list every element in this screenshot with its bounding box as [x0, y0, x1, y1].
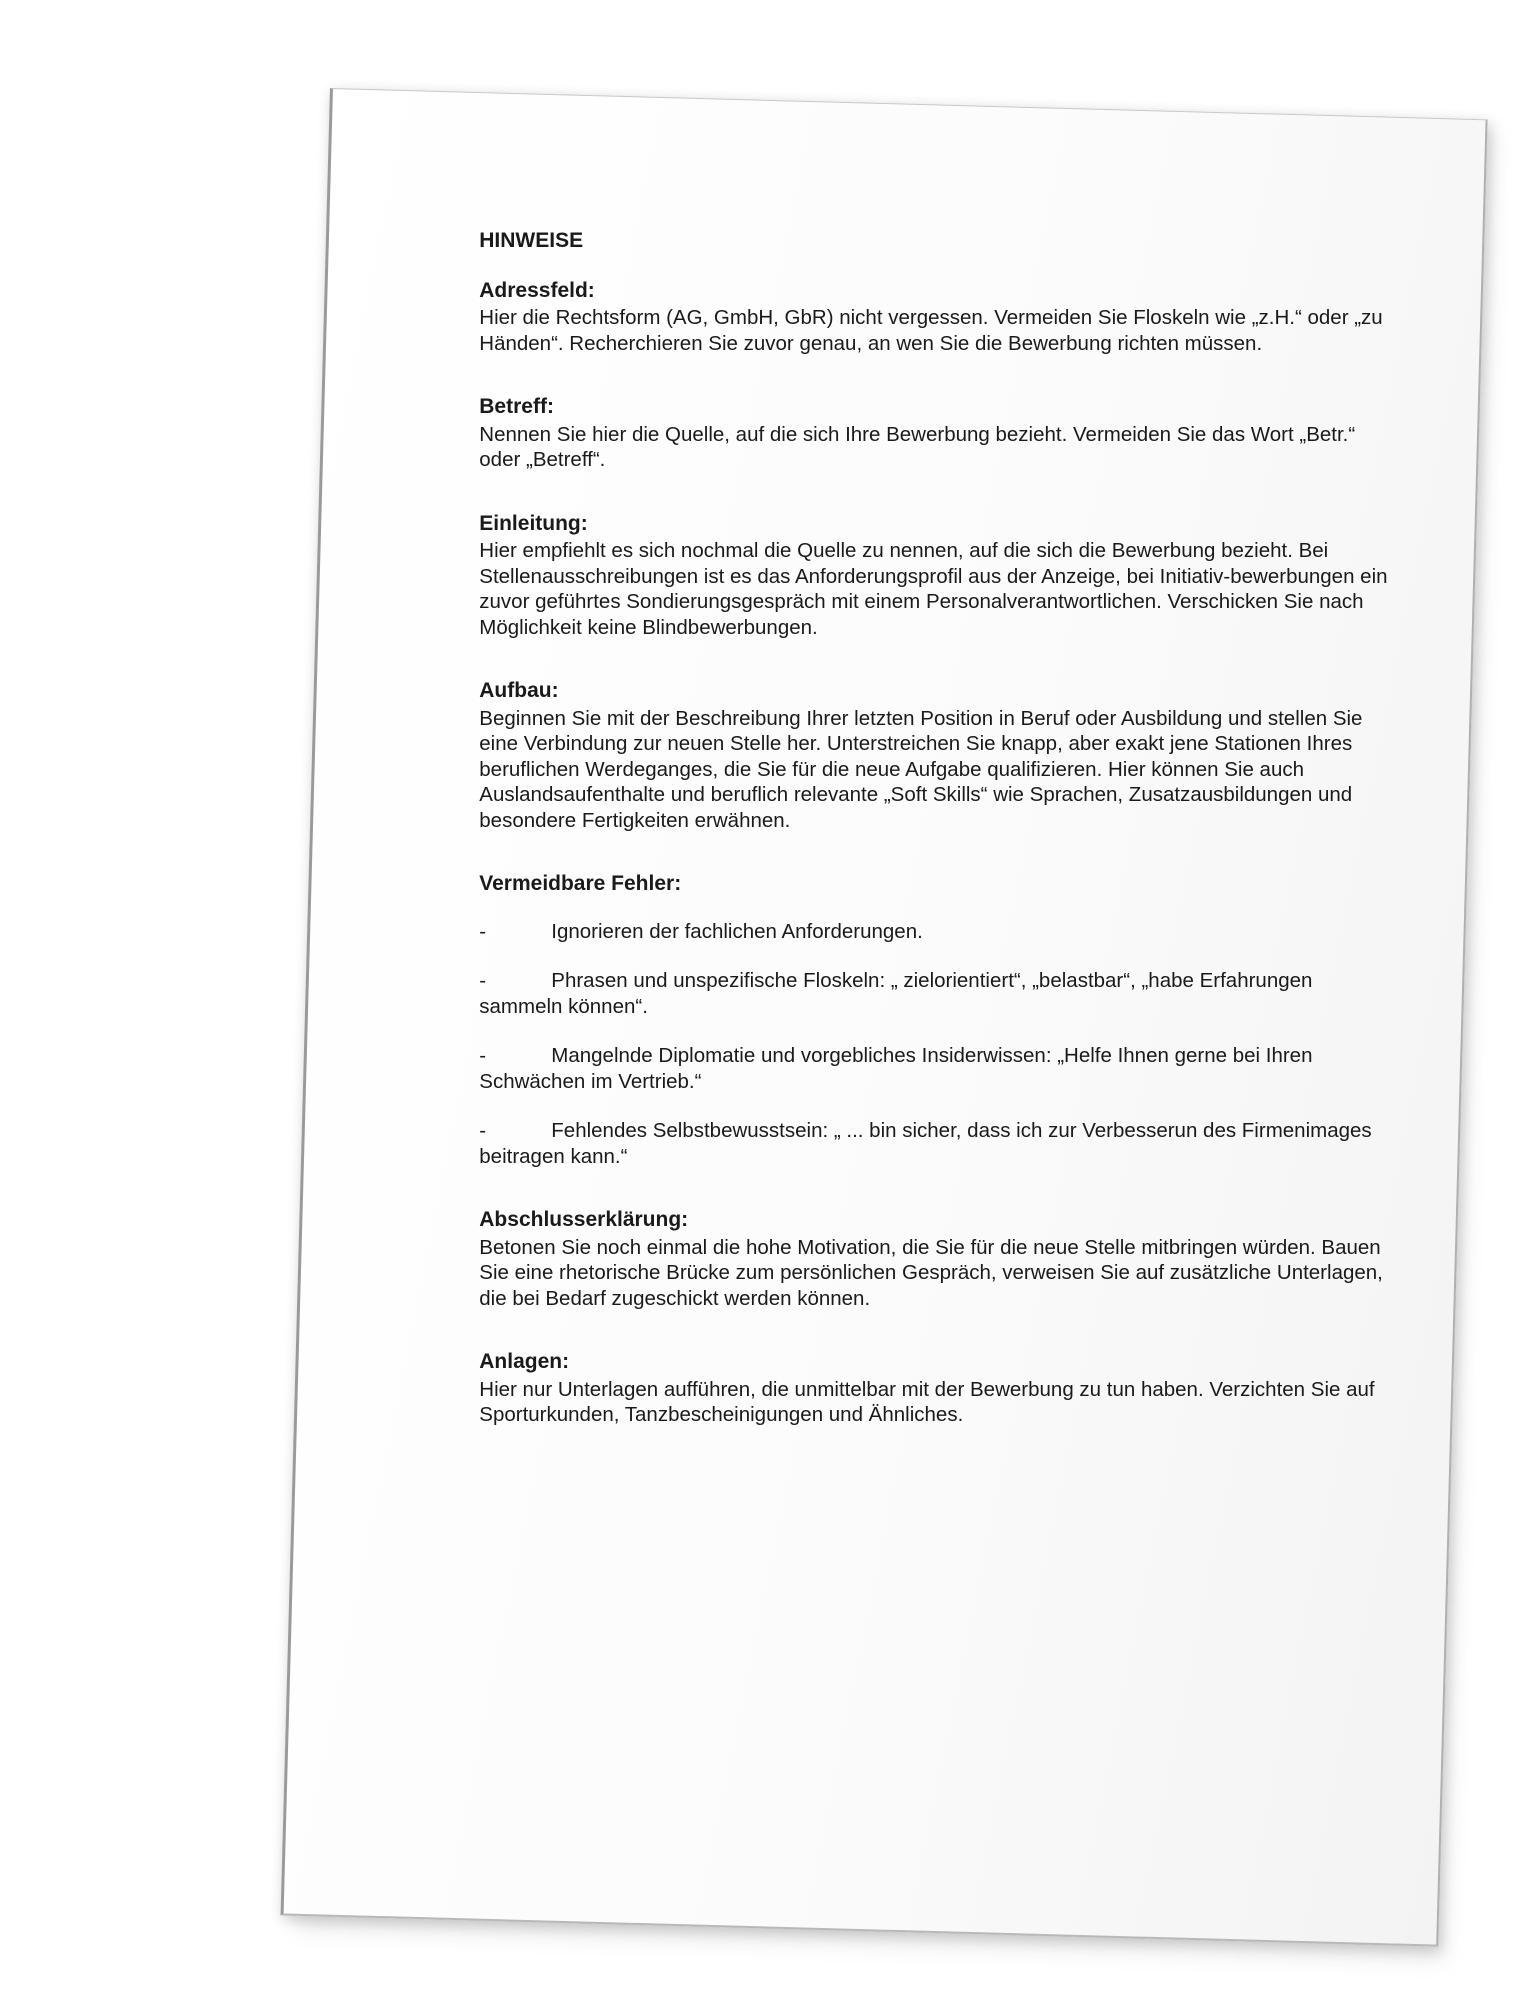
- list-item-text: Phrasen und unspezifische Floskeln: „ zielorientiert“, „belastbar“, „habe Erfahrungen sammeln können“.: [479, 969, 1313, 1018]
- section-anlagen: [479, 1349, 1394, 1428]
- section-text: Hier die Rechtsform (AG, GmbH, GbR) nicht vergessen. Vermeiden Sie Floskeln wie „z.H.“ oder „zu Händen“. Recherchieren Sie zuvor genau, an wen Sie die Bewerbung richten müssen.: [479, 306, 1383, 355]
- page-title: HINWEISE: [479, 229, 584, 253]
- section-heading: Anlagen:: [479, 1350, 570, 1374]
- section-text: Nennen Sie hier die Quelle, auf die sich Ihre Bewerbung bezieht. Vermeiden Sie das Wort „Betr.“ oder „Betreff“.: [479, 422, 1356, 472]
- section-aufbau: [479, 678, 1394, 833]
- section-heading: Adressfeld:: [479, 278, 595, 302]
- list-item: [479, 1043, 1394, 1094]
- section-text: Hier nur Unterlagen aufführen, die unmittelbar mit der Bewerbung zu tun haben. Verzichten Sie auf Sporturkunden, Tanzbescheinigungen und Ähnliches.: [479, 1377, 1375, 1427]
- section-heading: Einleitung:: [479, 511, 588, 535]
- list-item-text: Fehlendes Selbstbewusstsein: „ ... bin sicher, dass ich zur Verbesserun des Firmenimages beitragen kann.“: [479, 1119, 1372, 1168]
- section-heading: Aufbau:: [479, 679, 559, 703]
- list-dash: -: [479, 1119, 487, 1143]
- document-page: [281, 88, 1488, 1947]
- section-heading: Abschlusserklärung:: [479, 1208, 689, 1232]
- section-heading: Betreff:: [479, 395, 554, 419]
- list-dash: -: [479, 969, 487, 993]
- list-dash: -: [479, 919, 487, 943]
- section-text: Betonen Sie noch einmal die hohe Motivation, die Sie für die neue Stelle mitbringen würden. Bauen Sie eine rhetorische Brücke zum persönlichen Gespräch, verweisen Sie auf zusätzliche Unterlagen, die bei Bedarf zugeschickt werden können.: [479, 1235, 1383, 1310]
- section-fehler: [479, 871, 1394, 1169]
- page-content: [479, 228, 1394, 1466]
- list-item: [479, 968, 1394, 1019]
- list-item-text: Mangelnde Diplomatie und vorgebliches Insiderwissen: „Helfe Ihnen gerne bei Ihren Schwächen im Vertrieb.“: [479, 1044, 1313, 1093]
- section-text: Beginnen Sie mit der Beschreibung Ihrer letzten Position in Beruf oder Ausbildung und stellen Sie eine Verbindung zur neuen Stelle her. Unterstreichen Sie knapp, aber exakt jene Stationen Ihres beruflichen Werdeganges, die Sie für die neue Aufgabe qualifizieren. Hier können Sie auch Auslandsaufenthalte und beruflich relevante „Soft Skills“ wie Sprachen, Zusatzausbildungen und besondere Fertigkeiten erwähnen.: [479, 706, 1363, 832]
- list-item: [479, 919, 1394, 945]
- section-text: Hier empfiehlt es sich nochmal die Quelle zu nennen, auf die sich die Bewerbung bezieht. Bei Stellenausschreibungen ist es das Anforderungsprofil aus der Anzeige, bei Initiativ-bewerbungen ein zuvor geführtes Sondierungsgespräch mit einem Personalverantwortlichen. Verschicken Sie nach Möglichkeit keine Blindbewerbungen.: [479, 539, 1388, 639]
- section-betreff: [479, 394, 1394, 473]
- fehler-list: [479, 919, 1394, 1169]
- section-heading: Vermeidbare Fehler:: [479, 872, 682, 896]
- list-item-text: Ignorieren der fachlichen Anforderungen.: [551, 919, 923, 943]
- section-einleitung: [479, 511, 1394, 640]
- list-dash: -: [479, 1044, 487, 1068]
- section-adressfeld: [479, 278, 1394, 357]
- list-item: [479, 1118, 1394, 1169]
- section-abschluss: [479, 1207, 1394, 1311]
